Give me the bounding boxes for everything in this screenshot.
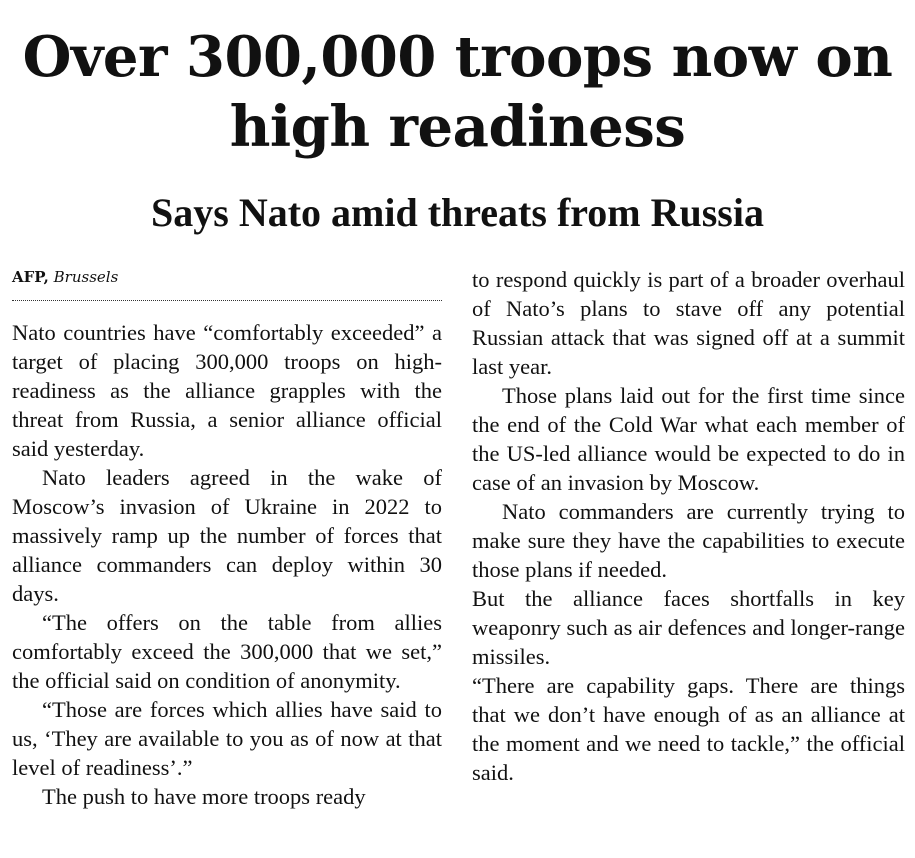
paragraph: Nato countries have “comfortably exceeded” a target of placing 300,000 troops on high-readiness as the alliance grapples with the threat from Russia, a senior alliance official said yesterday.: [12, 320, 442, 461]
headline: Over 300,000 troops now on high readiness: [22, 24, 893, 160]
paragraph: Those plans laid out for the first time since the end of the Cold War what each member of the US-led alliance would be expected to do in case of an invasion by Moscow.: [472, 383, 905, 495]
byline: [12, 266, 118, 288]
paragraph: Nato commanders are currently trying to make sure they have the capabilities to execute those plans if needed.: [472, 499, 905, 582]
byline-agency: AFP,: [12, 268, 49, 286]
byline-dateline: Brussels: [53, 268, 119, 286]
paragraph: But the alliance faces shortfalls in key weaponry such as air defences and longer-range missiles.: [472, 586, 905, 669]
paragraph: “The offers on the table from allies comfortably exceed the 300,000 that we set,” the official said on condition of anonymity.: [12, 610, 442, 693]
subheadline: Says Nato amid threats from Russia: [151, 190, 764, 235]
paragraph: to respond quickly is part of a broader overhaul of Nato’s plans to stave off any potential Russian attack that was signed off at a summit last year.: [472, 267, 905, 379]
article-column-left: [12, 318, 442, 811]
paragraph: “Those are forces which allies have said to us, ‘They are available to you as of now at that level of readiness’.”: [12, 697, 442, 780]
paragraph: “There are capability gaps. There are things that we don’t have enough of as an alliance at the moment and we need to tackle,” the official said.: [472, 673, 905, 785]
article-column-right: [472, 265, 905, 787]
byline-divider: [12, 300, 442, 301]
paragraph: Nato leaders agreed in the wake of Moscow’s invasion of Ukraine in 2022 to massively ramp up the number of forces that alliance commanders can deploy within 30 days.: [12, 465, 442, 606]
paragraph: The push to have more troops ready: [42, 784, 366, 809]
